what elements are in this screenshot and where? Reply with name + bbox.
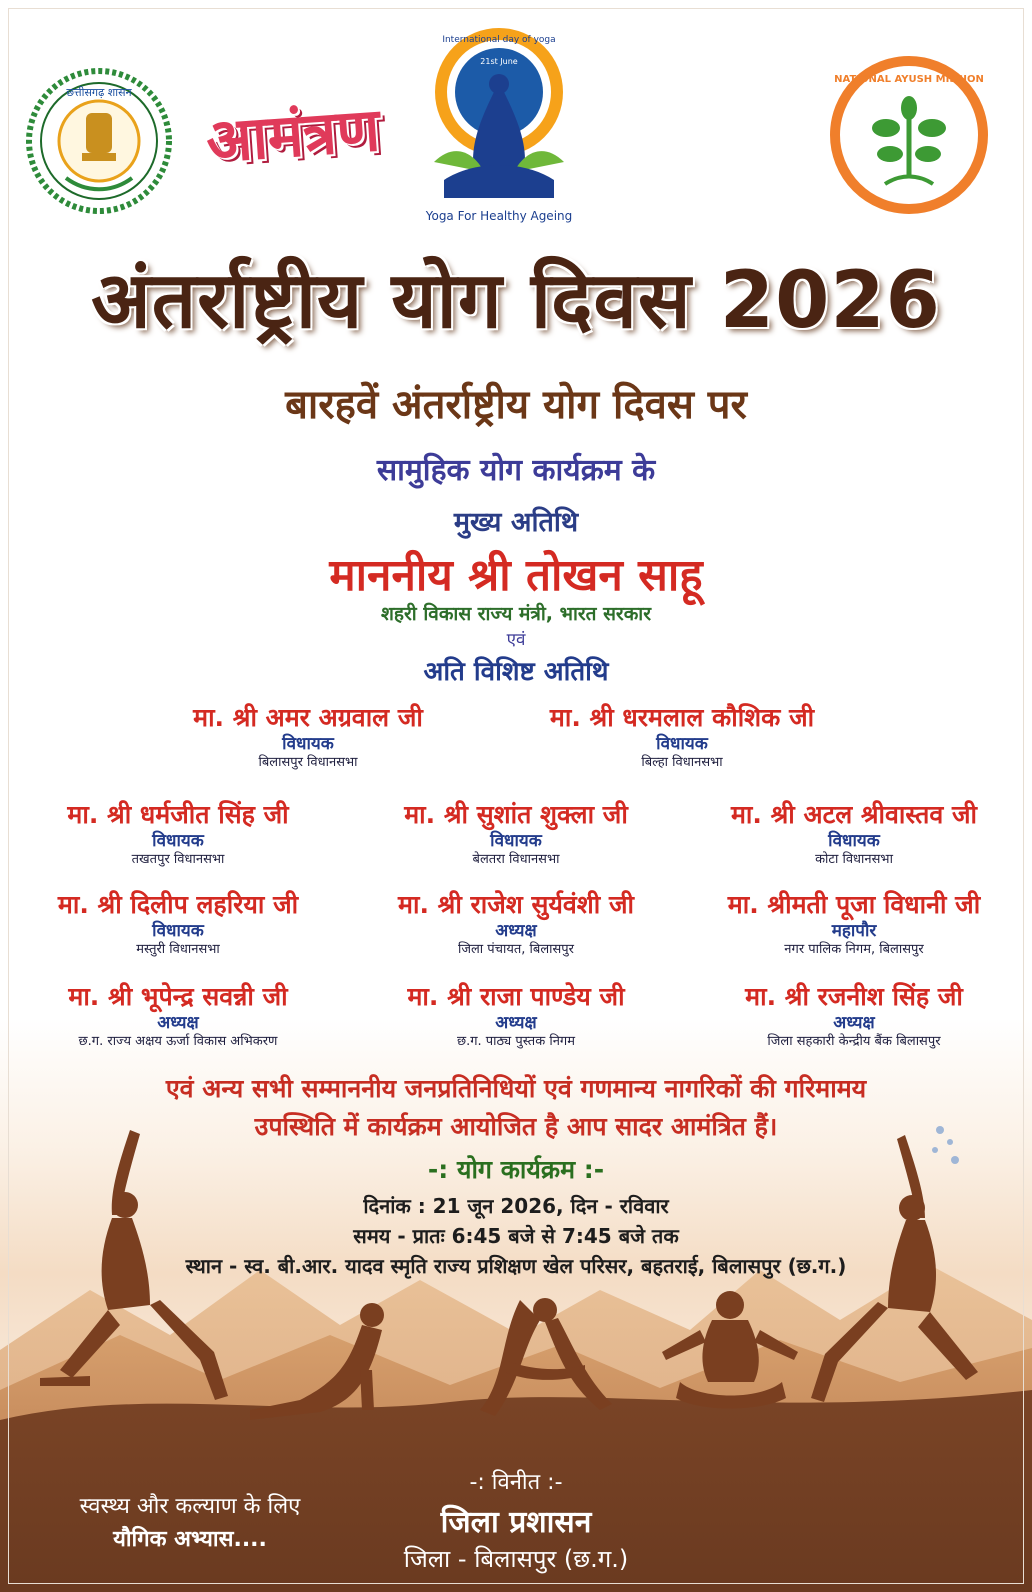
invitation-text bbox=[0, 1070, 1032, 1145]
vineet-label: -: विनीत :- bbox=[469, 1470, 563, 1495]
slogan-line-1: स्वस्थ्य और कल्याण के लिए bbox=[79, 1494, 301, 1519]
guest-place: कोटा विधानसभा bbox=[815, 852, 893, 868]
guest-name: मा. श्री राजेश सुर्यवंशी जी bbox=[398, 890, 634, 919]
guest-place: नगर पालिक निगम, बिलासपुर bbox=[784, 942, 924, 958]
guest-card bbox=[686, 800, 1022, 869]
guest-place: बिल्हा विधानसभा bbox=[641, 755, 723, 771]
yoga-tagline: Yoga For Healthy Ageing bbox=[425, 209, 573, 223]
guest-post: विधायक bbox=[490, 831, 542, 851]
and-text: एवं bbox=[506, 630, 526, 650]
guest-name: मा. श्री दिलीप लहरिया जी bbox=[57, 890, 299, 919]
ayush-text: NATIONAL AYUSH MISSION bbox=[834, 74, 984, 85]
footer-slogan bbox=[40, 1490, 340, 1556]
organizer-district: जिला - बिलासपुर (छ.ग.) bbox=[403, 1545, 629, 1573]
guest-card bbox=[686, 890, 1022, 959]
national-ayush-mission-logo-icon bbox=[830, 56, 988, 214]
guest-place: छ.ग. राज्य अक्षय ऊर्जा विकास अभिकरण bbox=[78, 1034, 278, 1050]
guest-card bbox=[140, 703, 476, 772]
guest-post: विधायक bbox=[152, 831, 204, 851]
invitation-line-1: एवं अन्य सभी सम्माननीय जनप्रतिनिधियों एवं गणमान्य नागरिकों की गरिमामय bbox=[165, 1074, 867, 1103]
program-time: समय - प्रातः 6:45 बजे से 7:45 बजे तक bbox=[353, 1224, 679, 1248]
event-subtitle: बारहवें अंतर्राष्ट्रीय योग दिवस पर bbox=[285, 382, 747, 428]
cg-logo-text: छत्तीसगढ़ शासन bbox=[66, 86, 132, 99]
guest-place: जिला सहकारी केन्द्रीय बैंक बिलासपुर bbox=[767, 1034, 941, 1050]
guest-place: बेलतरा विधानसभा bbox=[472, 852, 560, 868]
international-yoga-day-logo-icon bbox=[414, 22, 584, 228]
chhattisgarh-govt-emblem-icon bbox=[26, 68, 172, 214]
yoga-logo-text: International day of yoga bbox=[442, 35, 556, 45]
guest-post: अध्यक्ष bbox=[833, 1013, 875, 1033]
program-schedule-heading: -: योग कार्यक्रम :- bbox=[427, 1155, 605, 1184]
guest-post: विधायक bbox=[828, 831, 880, 851]
chief-guest-label: मुख्य अतिथि bbox=[453, 507, 579, 538]
guest-place: छ.ग. पाठ्य पुस्तक निगम bbox=[456, 1034, 576, 1050]
guest-name: मा. श्री अमर अग्रवाल जी bbox=[193, 703, 423, 732]
guest-name: मा. श्रीमती पूजा विधानी जी bbox=[727, 890, 981, 919]
guest-card bbox=[10, 800, 346, 869]
guest-post: विधायक bbox=[656, 734, 708, 754]
guest-name: मा. श्री धरमलाल कौशिक जी bbox=[549, 703, 815, 732]
guest-post: विधायक bbox=[282, 734, 334, 754]
guest-post: अध्यक्ष bbox=[495, 1013, 537, 1033]
guest-post: विधायक bbox=[152, 921, 204, 941]
guest-place: मस्तुरी विधानसभा bbox=[136, 942, 220, 958]
special-guests-label: अति विशिष्ट अतिथि bbox=[423, 657, 609, 687]
yoga-logo-date: 21st June bbox=[480, 57, 518, 66]
guest-place: बिलासपुर विधानसभा bbox=[258, 755, 358, 771]
chief-guest-name: माननीय श्री तोखन साहू bbox=[329, 550, 703, 601]
program-venue: स्थान - स्व. बी.आर. यादव स्मृति राज्य प्रशिक्षण खेल परिसर, बहतराई, बिलासपुर (छ.ग.) bbox=[185, 1254, 847, 1278]
program-date: दिनांक : 21 जून 2026, दिन - रविवार bbox=[363, 1194, 669, 1218]
invitation-line-2: उपस्थिति में कार्यक्रम आयोजित है आप सादर आमंत्रित हैं। bbox=[254, 1111, 778, 1141]
guest-card bbox=[514, 703, 850, 772]
guest-name: मा. श्री अटल श्रीवास्तव जी bbox=[730, 800, 977, 829]
guest-name: मा. श्री भूपेन्द्र सवन्नी जी bbox=[68, 982, 288, 1011]
program-heading: सामुहिक योग कार्यक्रम के bbox=[376, 453, 656, 488]
guest-name: मा. श्री सुशांत शुक्ला जी bbox=[404, 800, 628, 829]
amantran-calligraphy: आमंत्रण bbox=[203, 95, 383, 177]
guest-card bbox=[348, 982, 684, 1051]
chief-guest-designation: शहरी विकास राज्य मंत्री, भारत सरकार bbox=[381, 603, 651, 625]
guest-name: मा. श्री रजनीश सिंह जी bbox=[745, 982, 963, 1011]
guest-card bbox=[348, 800, 684, 869]
guest-post: अध्यक्ष bbox=[157, 1013, 199, 1033]
guest-card bbox=[10, 890, 346, 959]
organizer-name: जिला प्रशासन bbox=[440, 1505, 592, 1540]
guest-post: अध्यक्ष bbox=[495, 921, 537, 941]
guest-name: मा. श्री धर्मजीत सिंह जी bbox=[67, 800, 289, 829]
guest-card bbox=[348, 890, 684, 959]
slogan-line-2: यौगिक अभ्यास.... bbox=[113, 1527, 267, 1552]
guest-name: मा. श्री राजा पाण्डेय जी bbox=[407, 982, 625, 1011]
guest-post: महापौर bbox=[831, 921, 877, 941]
guest-card bbox=[10, 982, 346, 1051]
guest-card bbox=[686, 982, 1022, 1051]
guest-place: जिला पंचायत, बिलासपुर bbox=[457, 942, 574, 958]
event-title: अंतर्राष्ट्रीय योग दिवस 2026 bbox=[91, 256, 941, 346]
guest-place: तखतपुर विधानसभा bbox=[131, 852, 225, 868]
